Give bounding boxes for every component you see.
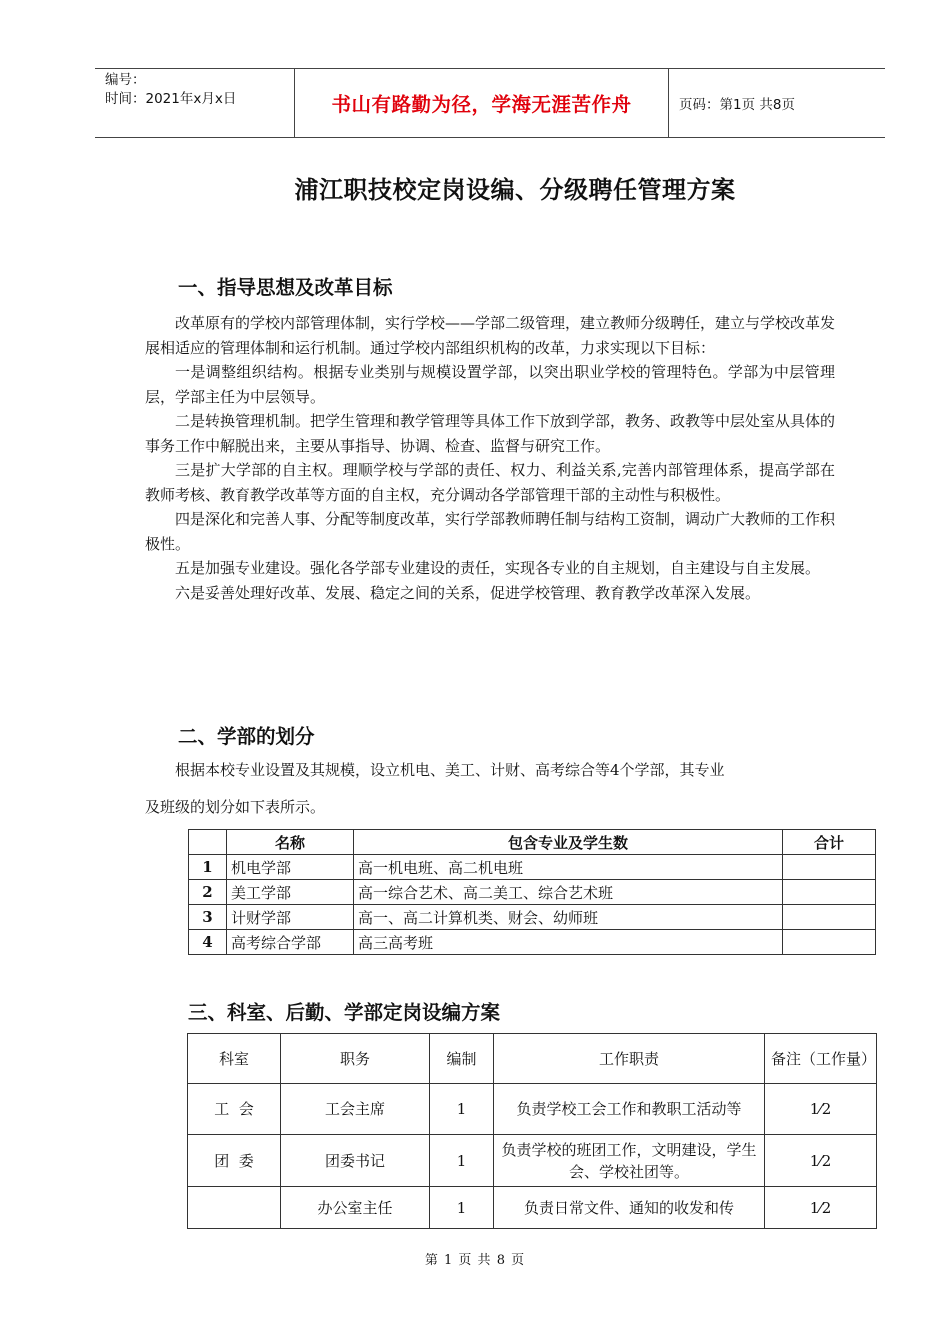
paragraph: 改革原有的学校内部管理体制，实行学校——学部二级管理，建立教师分级聘任，建立与学校改革发展相适应的管理体制和运行机制。通过学校内部组织机构的改革，力求实现以下目标： [145,314,836,357]
dept-total [783,880,876,905]
page-footer: 第 1 页 共 8 页 [424,1253,526,1268]
dept-total [783,930,876,955]
dept-cell [188,1187,281,1229]
dept-majors: 高一、高二计算机类、财会、幼师班 [354,905,783,930]
dept-majors: 高三高考班 [354,930,783,955]
row-number: 4 [189,930,227,955]
paragraph: 六是妥善处理好改革、发展、稳定之间的关系，促进学校管理、教育教学改革深入发展。 [175,583,761,602]
row-number: 2 [189,880,227,905]
row-number: 3 [189,905,227,930]
section2-heading: 二、学部的划分 [178,725,315,748]
header-meta [95,69,295,137]
dept-majors: 高一机电班、高二机电班 [354,855,783,880]
duty-cell: 负责日常文件、通知的收发和传 [494,1187,765,1229]
dept-name: 机电学部 [227,855,354,880]
intro-line: 根据本校专业设置及其规模，设立机电、美工、计财、高考综合等4个学部，其专业 [175,761,725,779]
paragraph: 一是调整组织结构。根据专业类别与规模设置学部，以突出职业学校的管理特色。学部为中层管理层，学部主任为中层领导。 [145,363,835,406]
table-header-cell: 职务 [281,1034,430,1084]
table-header-row [189,830,876,855]
table-row [189,905,876,930]
number-label: 编号： [105,72,146,88]
quota-cell: 1 [430,1187,494,1229]
dept-name: 美工学部 [227,880,354,905]
duty-cell: 负责学校的班团工作，文明建设，学生会、学校社团等。 [494,1135,765,1187]
dept-total [783,905,876,930]
note-cell: 1⁄2 [765,1084,877,1135]
quota-cell: 1 [430,1084,494,1135]
section1-body [145,311,835,605]
paragraph: 五是加强专业建设。强化各学部专业建设的责任，实现各专业的自主规划，自主建设与自主发展。 [175,559,821,577]
document-title: 浦江职技校定岗设编、分级聘任管理方案 [294,176,736,204]
table-row [188,1135,877,1187]
paragraph: 三是扩大学部的自主权。理顺学校与学部的责任、权力、利益关系,完善内部管理体系，提高学部在教师考核、教育教学改革等方面的自主权，充分调动各学部管理干部的主动性与积极性。 [145,461,835,504]
time-label: 时间：2021年x月x日 [105,91,237,107]
staffing-table [187,1033,877,1229]
table-header-cell: 科室 [188,1034,281,1084]
dept-majors: 高一综合艺术、高二美工、综合艺术班 [354,880,783,905]
dept-cell: 团 委 [188,1135,281,1187]
note-cell: 1⁄2 [765,1187,877,1229]
dept-name: 计财学部 [227,905,354,930]
post-cell: 工会主席 [281,1084,430,1135]
section3-heading: 三、科室、后勤、学部定岗设编方案 [188,1001,501,1024]
table-header-cell: 编制 [430,1034,494,1084]
section2-intro [145,758,835,819]
duty-cell: 负责学校工会工作和教职工活动等 [494,1084,765,1135]
header-page-label: 页码：第1页 共8页 [679,97,795,113]
table-header-cell: 包含专业及学生数 [354,830,783,855]
table-row [188,1187,877,1229]
table-row [189,930,876,955]
post-cell: 团委书记 [281,1135,430,1187]
dept-cell: 工 会 [188,1084,281,1135]
post-cell: 办公室主任 [281,1187,430,1229]
table-header-cell: 合计 [783,830,876,855]
note-cell: 1⁄2 [765,1135,877,1187]
table-row [188,1084,877,1135]
quota-cell: 1 [430,1135,494,1187]
paragraph: 四是深化和完善人事、分配等制度改革，实行学部教师聘任制与结构工资制，调动广大教师的工作积极性。 [145,510,836,553]
table-header-cell: 名称 [227,830,354,855]
dept-name: 高考综合学部 [227,930,354,955]
table-header-cell [189,830,227,855]
table-row [189,855,876,880]
department-table [188,829,876,955]
paragraph: 二是转换管理机制。把学生管理和教学管理等具体工作下放到学部，教务、政教等中层处室从具体的事务工作中解脱出来，主要从事指导、协调、检查、监督与研究工作。 [145,412,836,455]
dept-total [783,855,876,880]
document-header [95,68,885,138]
intro-line: 及班级的划分如下表所示。 [145,798,326,816]
section1-heading: 一、指导思想及改革目标 [178,276,393,299]
table-row [189,880,876,905]
table-header-cell: 备注（工作量） [765,1034,877,1084]
table-header-cell: 工作职责 [494,1034,765,1084]
table-header-row [188,1034,877,1084]
row-number: 1 [189,855,227,880]
header-motto: 书山有路勤为径，学海无涯苦作舟 [295,69,669,137]
